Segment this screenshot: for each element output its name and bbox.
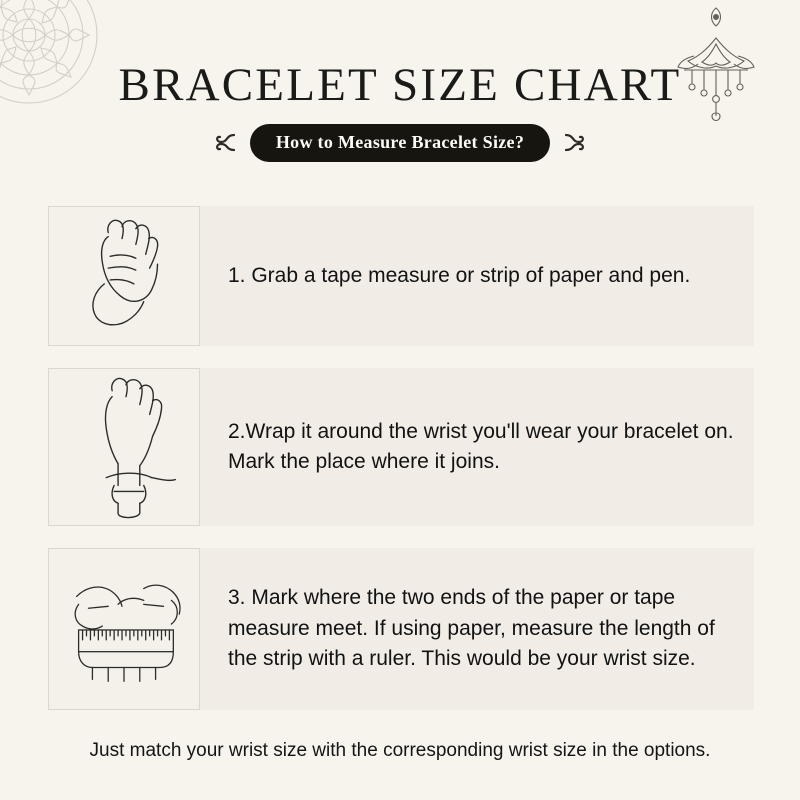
step-image-2 xyxy=(48,368,200,526)
hand-wrist-tape-illustration-icon xyxy=(49,369,199,525)
steps-list xyxy=(48,206,754,732)
step-label: 1. Grab a tape measure or strip of paper and pen. xyxy=(228,263,691,287)
list-item xyxy=(48,548,754,710)
list-item xyxy=(48,368,754,526)
step-label: 2.Wrap it around the wrist you'll wear your bracelet on. Mark the place where it joins. xyxy=(228,419,734,473)
subtitle-row xyxy=(0,124,800,162)
footer-note: Just match your wrist size with the corresponding wrist size in the options. xyxy=(89,740,711,761)
step-label: 3. Mark where the two ends of the paper or tape measure meet. If using paper, measure the length of the strip with a ruler. This would be your wrist size. xyxy=(228,586,715,671)
hands-ruler-measure-illustration-icon xyxy=(49,549,199,709)
swirl-flourish-icon xyxy=(562,130,588,156)
step-image-3 xyxy=(48,548,200,710)
step-text-1 xyxy=(200,206,754,346)
step-text-3 xyxy=(200,548,754,710)
subtitle-badge: How to Measure Bracelet Size? xyxy=(250,124,550,162)
step-image-1 xyxy=(48,206,200,346)
step-text-2 xyxy=(200,368,754,526)
page-title: BRACELET SIZE CHART xyxy=(118,59,682,111)
swirl-flourish-icon xyxy=(212,130,238,156)
hand-fist-illustration-icon xyxy=(49,207,199,345)
list-item xyxy=(48,206,754,346)
